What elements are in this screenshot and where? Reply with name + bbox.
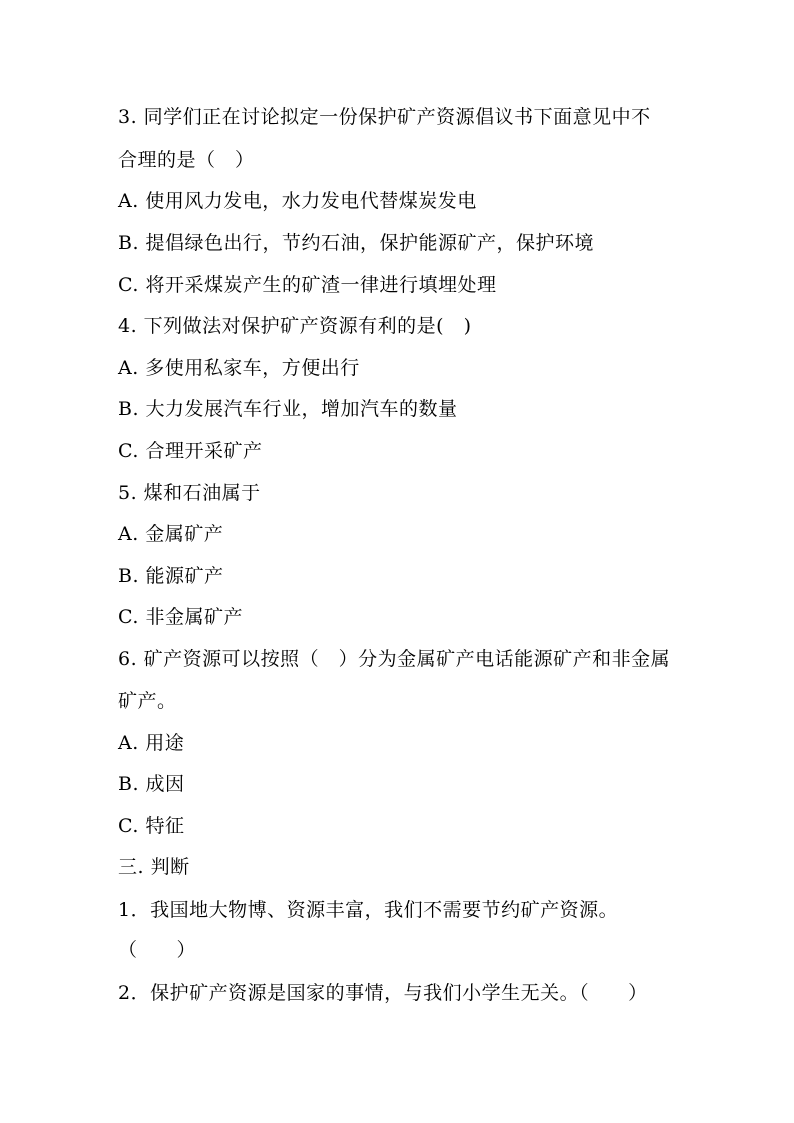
q3-stem-line1: 3. 同学们正在讨论拟定一份保护矿产资源倡议书下面意见中不 <box>118 106 651 128</box>
q4-option-c: C. 合理开采矿产 <box>118 440 263 462</box>
q6-stem-line1: 6. 矿产资源可以按照（ ）分为金属矿产电话能源矿产和非金属 <box>118 648 671 670</box>
q4-stem: 4. 下列做法对保护矿产资源有利的是( ) <box>118 315 472 337</box>
q4-option-b: B. 大力发展汽车行业，增加汽车的数量 <box>118 398 458 420</box>
section-heading: 三. 判断 <box>118 856 190 878</box>
q3-option-b: B. 提倡绿色出行，节约石油，保护能源矿产，保护环境 <box>118 232 595 254</box>
judge-item-1-line1: 1．我国地大物博、资源丰富，我们不需要节约矿产资源。 <box>118 899 619 921</box>
judge-item-1-line2: （ ） <box>118 939 197 961</box>
q6-stem-line2: 矿产。 <box>118 690 177 712</box>
q3-stem-line2: 合理的是（ ） <box>118 149 255 171</box>
q6-option-c: C. 特征 <box>118 815 185 837</box>
q6-option-a: A. 用途 <box>118 732 185 754</box>
q4-option-a: A. 多使用私家车，方便出行 <box>118 357 360 379</box>
q3-option-a: A. 使用风力发电，水力发电代替煤炭发电 <box>118 190 477 212</box>
q5-option-a: A. 金属矿产 <box>118 523 224 545</box>
q6-option-b: B. 成因 <box>118 773 185 795</box>
judge-item-2-line1: 2．保护矿产资源是国家的事情，与我们小学生无关。（ ） <box>118 982 648 1004</box>
q3-option-c: C. 将开采煤炭产生的矿渣一律进行填埋处理 <box>118 274 497 296</box>
q5-stem: 5. 煤和石油属于 <box>118 482 261 504</box>
q5-option-b: B. 能源矿产 <box>118 565 224 587</box>
q5-option-c: C. 非金属矿产 <box>118 606 243 628</box>
